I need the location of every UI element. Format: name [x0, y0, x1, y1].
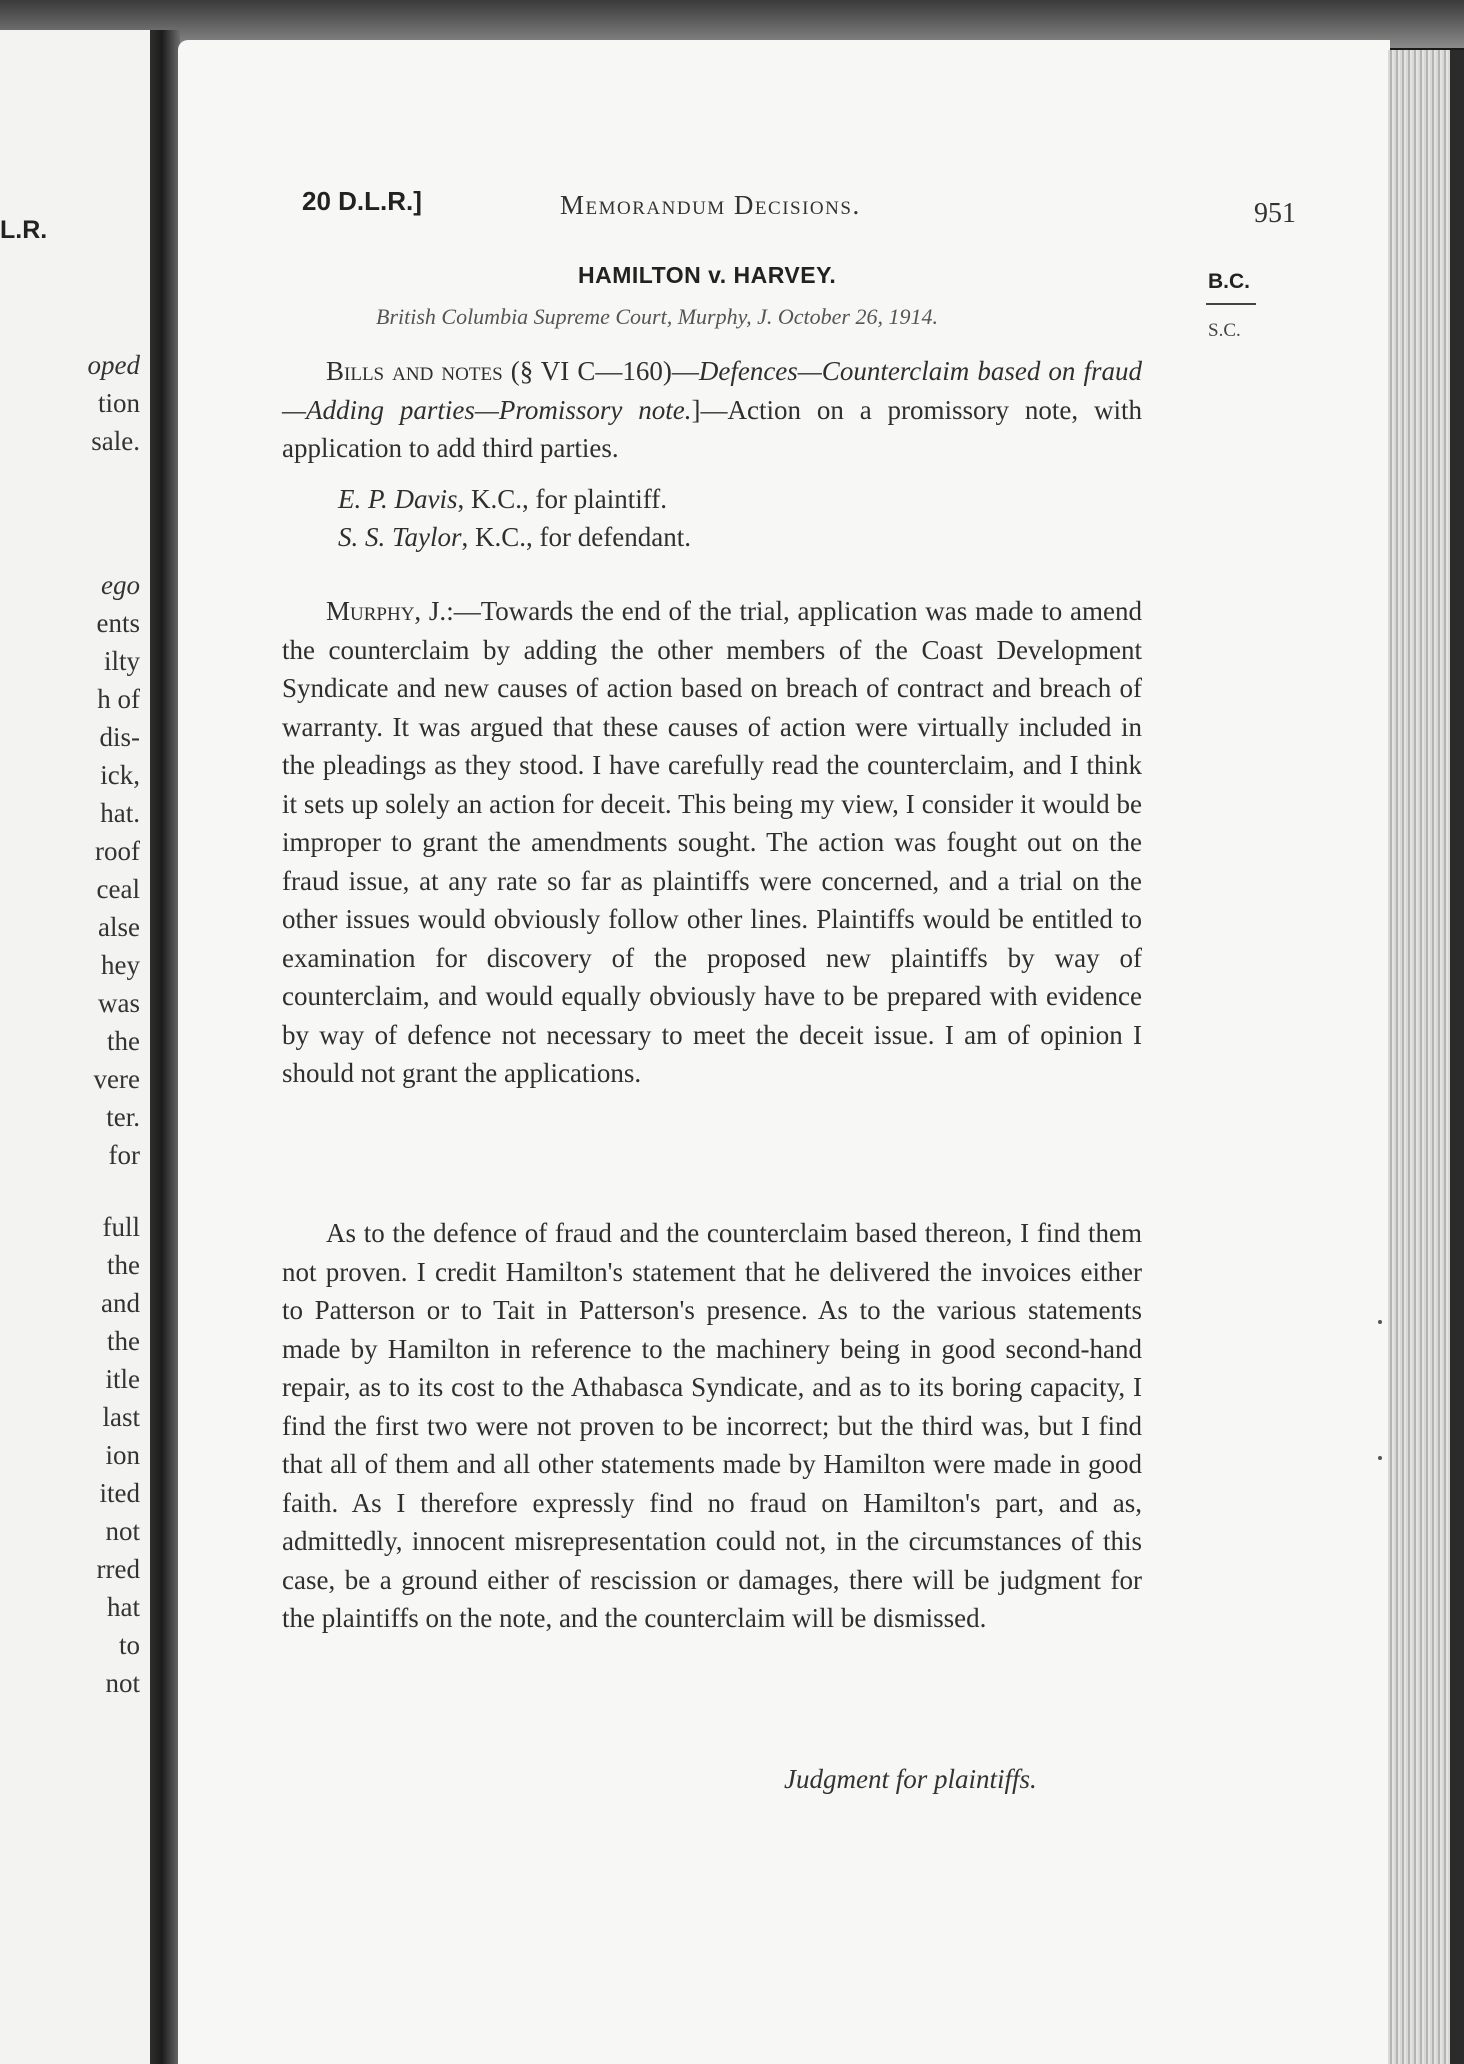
left-page-line-fragment: ion	[105, 1440, 140, 1470]
left-page-line-fragment: ick,	[100, 760, 140, 790]
left-page	[0, 30, 150, 2064]
counsel-role: , K.C., for defendant.	[461, 522, 691, 552]
left-page-line-fragment: ter.	[106, 1102, 140, 1132]
left-page-line-fragment: rred	[96, 1554, 140, 1584]
speck	[1378, 1320, 1382, 1324]
headnote-keywords: Defences—Counterclaim based on fraud—Adding parties—Promissory note.	[282, 356, 1143, 425]
margin-rule	[1206, 303, 1256, 305]
running-head-title: Memorandum Decisions.	[560, 190, 861, 220]
headnote-topic: Bills and notes	[326, 356, 503, 386]
left-page-line-fragment: ceal	[96, 874, 140, 904]
margin-note-court: S.C.	[1208, 320, 1241, 341]
left-page-line-fragment: ilty	[103, 646, 140, 676]
margin-note-province: B.C.	[1208, 270, 1250, 293]
left-page-line-fragment: full	[102, 1212, 140, 1242]
left-page-line-fragment: ego	[101, 570, 140, 600]
left-page-line-fragment: h of	[97, 684, 140, 714]
left-page-line-fragment: for	[108, 1140, 140, 1170]
counsel-defendant	[338, 522, 691, 553]
page-number: 951	[1254, 198, 1296, 229]
left-page-line-fragment: the	[107, 1026, 140, 1056]
left-page-line-fragment: ents	[96, 608, 140, 638]
counsel-plaintiff	[338, 484, 667, 515]
speck	[1378, 1456, 1382, 1460]
left-page-line-fragment: dis-	[99, 722, 140, 752]
running-head-volume: 20 D.L.R.]	[302, 186, 422, 216]
left-page-line-fragment: hat.	[100, 798, 140, 828]
headnote-reference: (§ VI C—160)—	[502, 356, 699, 386]
left-page-line-fragment: sale.	[91, 426, 140, 456]
left-page-line-fragment: vere	[93, 1064, 140, 1094]
judgment-paragraph-2	[282, 1214, 1142, 1638]
left-page-line-fragment: itle	[105, 1364, 140, 1394]
headnote	[282, 352, 1142, 468]
left-page-line-fragment: hey	[101, 950, 140, 980]
case-title: HAMILTON v. HARVEY.	[578, 262, 837, 288]
left-running-head: L.R.	[0, 216, 48, 244]
judge-name: Murphy, J.	[326, 596, 447, 626]
left-page-line-fragment: to	[118, 1630, 140, 1660]
counsel-name: S. S. Taylor	[338, 522, 462, 552]
left-page-line-fragment: not	[105, 1668, 140, 1698]
paragraph-2-text: As to the defence of fraud and the counterclaim based thereon, I find them not proven. I credit Hamilton's statement that he delivered the invoices either to Patterson or to Tait in Patterson's presence. As to the various statements made by Hamilton in reference to the machinery being in good second-hand repair, as to its cost to the Athabasca Syndicate, and as to its boring capacity, I find the first two were not proven to be incorrect; but the third was, but I find that all of them and all other statements made by Hamilton were made in good faith. As I therefore expressly find no fraud on Hamilton's part, and as, admittedly, innocent misrepresentation could not, in the circumstances of this case, be a ground either of rescission or damages, there will be judgment for the plaintiffs on the note, and the counterclaim will be dismissed.	[282, 1218, 1142, 1633]
counsel-name: E. P. Davis	[338, 484, 458, 514]
left-page-line-fragment: oped	[87, 350, 140, 380]
left-page-line-fragment: ited	[99, 1478, 140, 1508]
court-line: British Columbia Supreme Court, Murphy, J. October 26, 1914.	[376, 304, 938, 329]
page-edges	[1388, 50, 1464, 2064]
left-page-line-fragment: alse	[98, 912, 140, 942]
left-page-line-fragment: the	[107, 1250, 140, 1280]
counsel-role: , K.C., for plaintiff.	[457, 484, 667, 514]
left-page-line-fragment: roof	[95, 836, 140, 866]
left-page-line-fragment: not	[105, 1516, 140, 1546]
left-page-line-fragment: the	[107, 1326, 140, 1356]
headnote-summary: ]—Action on a promissory note, with application to add third parties.	[282, 394, 1143, 463]
left-page-line-fragment: last	[102, 1402, 140, 1432]
paragraph-1-text: :—Towards the end of the trial, application was made to amend the counterclaim by adding the other members of the Coast Development Syndicate and new causes of action based on breach of contract and breach of warranty. It was argued that these causes of action were virtually included in the pleadings as they stood. I have carefully read the counterclaim, and I think it sets up solely an action for deceit. This being my view, I consider it would be improper to grant the amendments sought. The action was fought out on the fraud issue, at any rate so far as plaintiffs were concerned, and a trial on the other issues would obviously follow other lines. Plaintiffs would be entitled to examination for discovery of the proposed new plaintiffs by way of counterclaim, and would equally obviously have to be prepared with evidence by way of defence not necessary to meet the deceit issue. I am of opinion I should not grant the applications.	[282, 596, 1142, 1088]
judgment-line: Judgment for plaintiffs.	[784, 1764, 1037, 1794]
left-page-line-fragment: hat	[107, 1592, 140, 1622]
book-gutter	[150, 30, 180, 2064]
left-page-line-fragment: tion	[97, 388, 140, 418]
left-page-line-fragment: and	[101, 1288, 140, 1318]
left-page-line-fragment: was	[98, 988, 140, 1018]
judgment-paragraph-1	[282, 592, 1142, 1093]
